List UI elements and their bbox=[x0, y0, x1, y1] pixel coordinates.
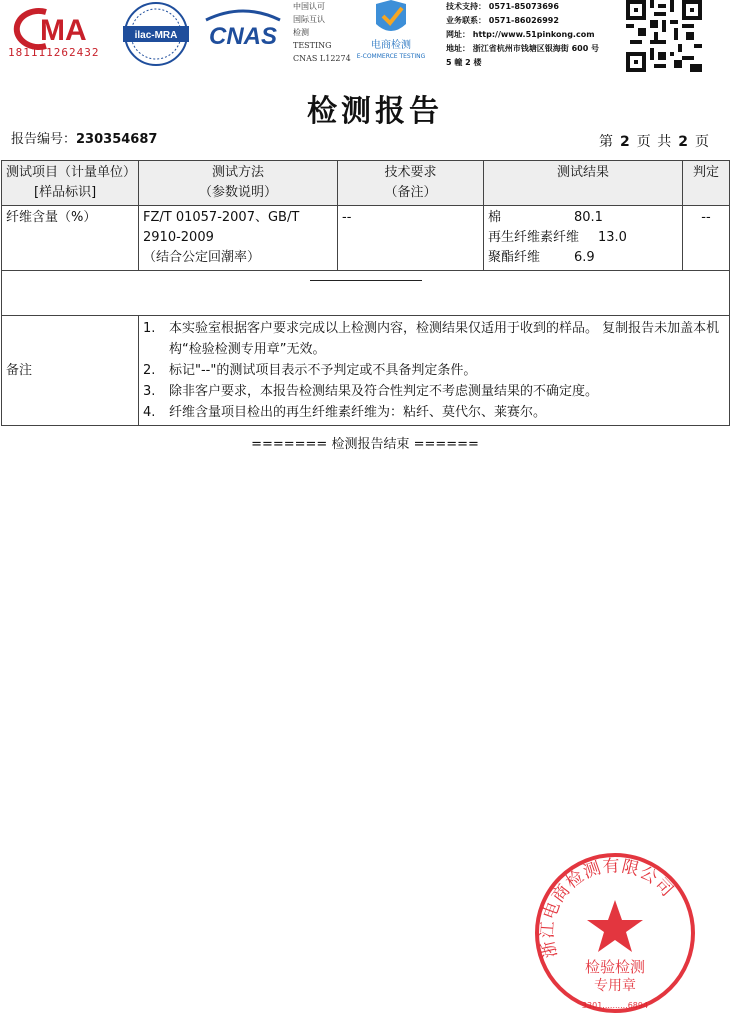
svg-text:3301..........6894: 3301..........6894 bbox=[581, 1001, 649, 1010]
page-indicator: 第 2 页 共 2 页 bbox=[599, 134, 710, 150]
svg-text:CNAS: CNAS bbox=[208, 23, 278, 50]
note-item: 1. 本实验室根据客户要求完成以上检测内容，检测结果仅适用于收到的样品。 复制报告未加盖本机构“检验检测专用章”无效。 bbox=[143, 321, 720, 357]
note-item: 4. 纤维含量项目检出的再生纤维素纤维为：粘纤、莫代尔、莱赛尔。 bbox=[143, 405, 547, 420]
report-end-marker: ======= 检测报告结束 ====== bbox=[251, 437, 479, 452]
cell-test-result bbox=[484, 206, 683, 271]
ecommerce-testing-logo bbox=[346, 0, 436, 60]
note-item: 3. 除非客户要求，本报告检测结果及符合性判定不考虑测量结果的不确定度。 bbox=[143, 384, 599, 399]
header-requirement: 技术要求 （备注） bbox=[338, 161, 484, 206]
svg-text:检验检测: 检验检测 bbox=[584, 958, 646, 976]
header-test-result: 测试结果 bbox=[484, 161, 683, 206]
result-line: 聚酯纤维 6.9 bbox=[488, 250, 595, 265]
svg-text:E-COMMERCE TESTING: E-COMMERCE TESTING bbox=[356, 53, 426, 60]
divider-line bbox=[310, 280, 422, 281]
report-title: 检测报告 bbox=[307, 94, 443, 129]
svg-text:ilac-MRA: ilac-MRA bbox=[134, 30, 178, 41]
svg-text:电商检测: 电商检测 bbox=[371, 40, 411, 51]
header-test-item: 测试项目（计量单位） [样品标识] bbox=[2, 161, 139, 206]
svg-text:MA: MA bbox=[40, 14, 87, 47]
notes-content bbox=[139, 316, 730, 426]
header-test-method: 测试方法 （参数说明） bbox=[139, 161, 338, 206]
empty-row bbox=[2, 271, 730, 316]
report-number: 报告编号：230354687 bbox=[11, 132, 158, 147]
svg-text:浙江电商检测有限公司: 浙江电商检测有限公司 bbox=[537, 856, 678, 960]
table-row bbox=[2, 206, 730, 271]
table-header-row bbox=[2, 161, 730, 206]
ilac-mra-logo bbox=[120, 0, 192, 68]
notes-label: 备注 bbox=[2, 316, 139, 426]
blank-cell bbox=[2, 271, 730, 316]
header-judgement: 判定 bbox=[683, 161, 730, 206]
cell-test-item: 纤维含量（%） bbox=[2, 206, 139, 271]
cell-judgement: -- bbox=[683, 206, 730, 271]
notes-row bbox=[2, 316, 730, 426]
official-seal-stamp bbox=[530, 848, 700, 1018]
cma-code: 181111262432 bbox=[8, 46, 100, 59]
note-item: 2. 标记"--"的测试项目表示不予判定或不具备判定条件。 bbox=[143, 363, 477, 378]
cell-test-method: FZ/T 01057-2007、GB/T 2910-2009 （结合公定回潮率） bbox=[139, 206, 338, 271]
test-results-table bbox=[1, 160, 730, 426]
cnas-accreditation-text: 中国认可 国际互认 检测 TESTING CNAS L12274 bbox=[293, 2, 351, 63]
svg-text:专用章: 专用章 bbox=[594, 978, 636, 994]
result-line: 棉 80.1 bbox=[488, 210, 603, 225]
qr-code[interactable] bbox=[626, 0, 702, 72]
contact-info: 技术支持： 0571-85073696 业务联系： 0571-86026992 网址： http://www.51pinkong.com 地址： 浙江省杭州市钱塘区银海街 600 号 5 幢 2 楼 bbox=[446, 2, 600, 67]
cell-requirement: -- bbox=[338, 206, 484, 271]
result-line: 再生纤维素纤维 13.0 bbox=[488, 230, 627, 245]
cnas-logo bbox=[200, 6, 286, 56]
